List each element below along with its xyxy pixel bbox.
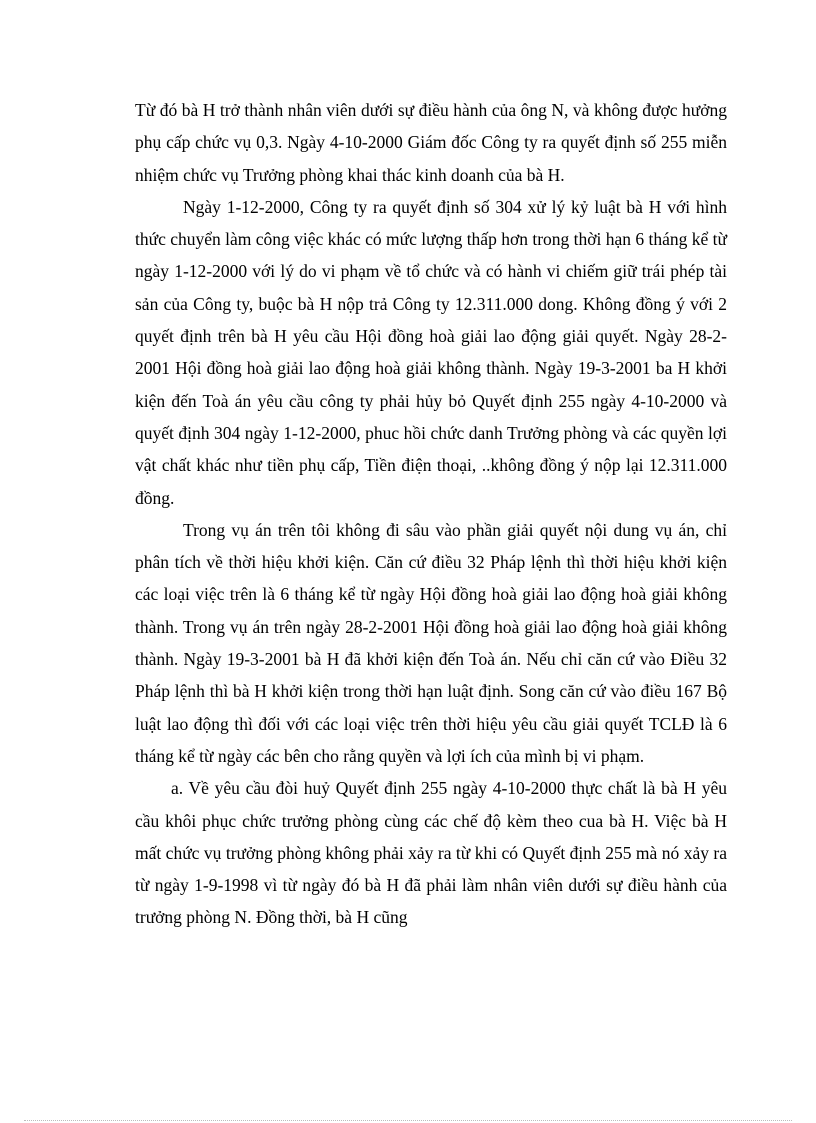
paragraph-4: a. Về yêu cầu đòi huỷ Quyết định 255 ngày 4-10-2000 thực chất là bà H yêu cầu khôi phục chức trưởng phòng cùng các chế độ kèm theo cua bà H. Việc bà H mất chức vụ trưởng phòng không phải xảy ra từ khi có Quyết định 255 mà nó xảy ra từ ngày 1-9-1998 vì từ ngày đó bà H đã phải làm nhân viên dưới sự điều hành của trưởng phòng N. Đồng thời, bà H cũng (135, 778, 727, 928)
paragraph-3: Trong vụ án trên tôi không đi sâu vào phần giải quyết nội dung vụ án, chỉ phân tích về thời hiệu khởi kiện. Căn cứ điều 32 Pháp lệnh thì thời hiệu khởi kiện các loại việc trên là 6 tháng kể từ ngày Hội đồng hoà giải lao động hoà giải không thành. Trong vụ án trên ngày 28-2-2001 Hội đồng hoà giải lao động hoà giải không thành. Ngày 19-3-2001 bà H đã khởi kiện đến Toà án. Nếu chỉ căn cứ vào Điều 32 Pháp lệnh thì bà H khởi kiện trong thời hạn luật định. Song căn cứ vào điều 167 Bộ luật lao động thì đối với các loại việc trên thời hiệu yêu cầu giải quyết TCLĐ là 6 tháng kể từ ngày các bên cho rằng quyền và lợi ích của mình bị vi phạm. (135, 519, 727, 766)
page-bottom-divider (24, 1120, 792, 1121)
document-page (135, 94, 727, 934)
paragraph-1: Từ đó bà H trở thành nhân viên dưới sự điều hành của ông N, và không được hưởng phụ cấp chức vụ 0,3. Ngày 4-10-2000 Giám đốc Công ty ra quyết định số 255 miễn nhiệm chức vụ Trưởng phòng khai thác kinh doanh của bà H. (135, 100, 727, 185)
paragraph-2: Ngày 1-12-2000, Công ty ra quyết định số 304 xử lý kỷ luật bà H với hình thức chuyển làm công việc khác có mức lượng thấp hơn trong thời hạn 6 tháng kể từ ngày 1-12-2000 với lý do vi phạm về tổ chức và có hành vi chiếm giữ trái phép tài sản của Công ty, buộc bà H nộp trả Công ty 12.311.000 dong. Không đồng ý với 2 quyết định trên bà H yêu cầu Hội đồng hoà giải lao động giải quyết. Ngày 28-2-2001 Hội đồng hoà giải lao động hoà giải không thành. Ngày 19-3-2001 ba H khởi kiện đến Toà án yêu cầu công ty phải hủy bỏ Quyết định 255 ngày 4-10-2000 và quyết định 304 ngày 1-12-2000, phuc hồi chức danh Trưởng phòng và các quyền lợi vật chất khác như tiền phụ cấp, Tiền điện thoại, ..không đồng ý nộp lại 12.311.000 đồng. (135, 196, 728, 508)
